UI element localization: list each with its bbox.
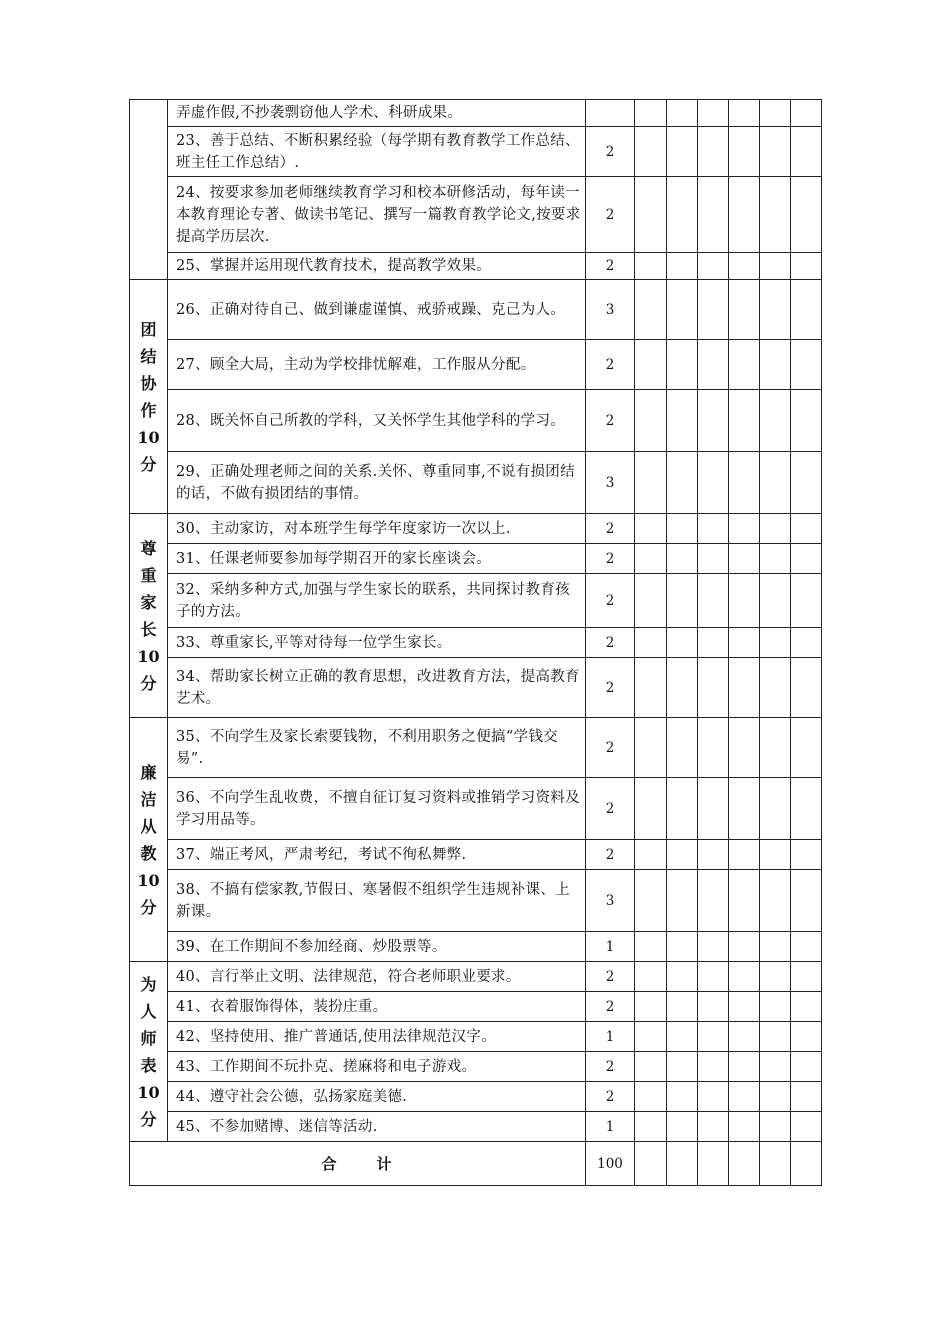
rating-cell[interactable] (791, 127, 822, 177)
rating-cell[interactable] (760, 1082, 791, 1112)
rating-cell[interactable] (729, 1112, 760, 1142)
rating-cell[interactable] (698, 1082, 729, 1112)
rating-cell[interactable] (729, 253, 760, 280)
rating-cell[interactable] (698, 514, 729, 544)
rating-cell[interactable] (635, 127, 667, 177)
category-char: 尊 (140, 538, 157, 558)
rating-cell[interactable] (729, 778, 760, 840)
table-row (130, 778, 822, 840)
table-row (130, 870, 822, 932)
category-char: 协 (140, 373, 157, 393)
rating-cell[interactable] (667, 992, 698, 1022)
criterion-score: 1 (586, 932, 635, 962)
category-char: 结 (140, 346, 157, 366)
rating-cell[interactable] (791, 1052, 822, 1082)
criterion-text: 26、正确对待自己、做到谦虚谨慎、戒骄戒躁、克己为人。 (168, 280, 586, 340)
rating-cell[interactable] (729, 962, 760, 992)
criterion-score: 3 (586, 452, 635, 514)
total-label-left: 合 (321, 1155, 339, 1173)
rating-cell[interactable] (791, 280, 822, 340)
rating-cell[interactable] (635, 514, 667, 544)
category-unit: 分 (140, 897, 157, 917)
criterion-text: 41、衣着服饰得体，装扮庄重。 (168, 992, 586, 1022)
rating-cell[interactable] (667, 1082, 698, 1112)
table-row (130, 390, 822, 452)
rating-cell[interactable] (791, 778, 822, 840)
rating-cell[interactable] (791, 514, 822, 544)
rating-cell[interactable] (698, 574, 729, 628)
criterion-score: 1 (586, 1022, 635, 1052)
criterion-score: 1 (586, 1112, 635, 1142)
criterion-score: 2 (586, 1052, 635, 1082)
table-row (130, 1022, 822, 1052)
criterion-text: 42、坚持使用、推广普通话,使用法律规范汉字。 (168, 1022, 586, 1052)
rating-cell[interactable] (667, 100, 698, 127)
total-row (130, 1142, 822, 1186)
rating-cell[interactable] (791, 100, 822, 127)
rating-cell[interactable] (729, 1142, 760, 1186)
table-row (130, 1052, 822, 1082)
category-char: 重 (140, 565, 157, 585)
criterion-text: 37、端正考风，严肃考纪，考试不徇私舞弊. (168, 840, 586, 870)
rating-cell[interactable] (667, 1112, 698, 1142)
category-char: 团 (140, 319, 157, 339)
rating-cell[interactable] (791, 992, 822, 1022)
table-body (130, 100, 822, 1186)
rating-cell[interactable] (698, 100, 729, 127)
rating-cell[interactable] (635, 1022, 667, 1052)
rating-cell[interactable] (729, 390, 760, 452)
rating-cell[interactable] (698, 1052, 729, 1082)
criterion-text: 44、遵守社会公德，弘扬家庭美德. (168, 1082, 586, 1112)
rating-cell[interactable] (760, 962, 791, 992)
criterion-score: 2 (586, 544, 635, 574)
rating-cell[interactable] (791, 340, 822, 390)
rating-cell[interactable] (760, 628, 791, 658)
criterion-score (586, 100, 635, 127)
category-points: 10 (137, 1082, 160, 1102)
criterion-text: 31、任课老师要参加每学期召开的家长座谈会。 (168, 544, 586, 574)
rating-cell[interactable] (760, 280, 791, 340)
rating-cell[interactable] (760, 932, 791, 962)
category-char: 表 (140, 1055, 157, 1075)
rating-cell[interactable] (698, 628, 729, 658)
rating-cell[interactable] (698, 1022, 729, 1052)
rating-cell[interactable] (667, 390, 698, 452)
rating-cell[interactable] (760, 100, 791, 127)
rating-cell[interactable] (635, 628, 667, 658)
table-row (130, 574, 822, 628)
rating-cell[interactable] (667, 1022, 698, 1052)
table-row (130, 127, 822, 177)
rating-cell[interactable] (698, 840, 729, 870)
table-row (130, 718, 822, 778)
rating-cell[interactable] (635, 340, 667, 390)
rating-cell[interactable] (698, 658, 729, 718)
table-row (130, 658, 822, 718)
rating-cell[interactable] (760, 658, 791, 718)
rating-cell[interactable] (760, 840, 791, 870)
criterion-score: 2 (586, 658, 635, 718)
rating-cell[interactable] (760, 1022, 791, 1052)
rating-cell[interactable] (729, 658, 760, 718)
rating-cell[interactable] (698, 127, 729, 177)
rating-cell[interactable] (698, 340, 729, 390)
rating-cell[interactable] (667, 127, 698, 177)
table-row (130, 840, 822, 870)
rating-cell[interactable] (760, 253, 791, 280)
rating-cell[interactable] (698, 544, 729, 574)
criterion-text: 弄虚作假,不抄袭剽窃他人学术、科研成果。 (168, 100, 586, 127)
category-char: 洁 (140, 789, 157, 809)
rating-cell[interactable] (760, 718, 791, 778)
rating-cell[interactable] (729, 280, 760, 340)
rating-cell[interactable] (791, 177, 822, 253)
criterion-text: 35、不向学生及家长索要钱物，不利用职务之便搞“学钱交易”. (168, 718, 586, 778)
criterion-score: 2 (586, 628, 635, 658)
table-row (130, 932, 822, 962)
rating-cell[interactable] (729, 1022, 760, 1052)
criterion-score: 2 (586, 390, 635, 452)
criterion-text: 43、工作期间不玩扑克、搓麻将和电子游戏。 (168, 1052, 586, 1082)
rating-cell[interactable] (667, 870, 698, 932)
rating-cell[interactable] (729, 1052, 760, 1082)
rating-cell[interactable] (667, 574, 698, 628)
rating-cell[interactable] (635, 253, 667, 280)
rating-cell[interactable] (635, 932, 667, 962)
rating-cell[interactable] (760, 177, 791, 253)
criterion-text: 38、不搞有偿家教,节假日、寒暑假不组织学生违规补课、上新课。 (168, 870, 586, 932)
rating-cell[interactable] (729, 992, 760, 1022)
category-unit: 分 (140, 454, 157, 474)
criterion-text: 23、善于总结、不断积累经验（每学期有教育教学工作总结、班主任工作总结）. (168, 127, 586, 177)
rating-cell[interactable] (791, 932, 822, 962)
criterion-text: 39、在工作期间不参加经商、炒股票等。 (168, 932, 586, 962)
rating-cell[interactable] (698, 992, 729, 1022)
rating-cell[interactable] (729, 628, 760, 658)
rating-cell[interactable] (698, 177, 729, 253)
evaluation-table (129, 99, 822, 1186)
rating-cell[interactable] (760, 1112, 791, 1142)
table-row (130, 962, 822, 992)
table-row (130, 544, 822, 574)
rating-cell[interactable] (791, 658, 822, 718)
table-row (130, 1112, 822, 1142)
rating-cell[interactable] (667, 177, 698, 253)
criterion-score: 2 (586, 962, 635, 992)
category-char: 师 (140, 1028, 157, 1048)
rating-cell[interactable] (729, 574, 760, 628)
criterion-score: 2 (586, 574, 635, 628)
rating-cell[interactable] (760, 452, 791, 514)
criterion-text: 40、言行举止文明、法律规范，符合老师职业要求。 (168, 962, 586, 992)
table-row (130, 452, 822, 514)
category-unit: 分 (140, 1109, 157, 1129)
rating-cell[interactable] (635, 778, 667, 840)
rating-cell[interactable] (698, 1112, 729, 1142)
rating-cell[interactable] (667, 840, 698, 870)
rating-cell[interactable] (698, 390, 729, 452)
rating-cell[interactable] (791, 574, 822, 628)
rating-cell[interactable] (667, 1052, 698, 1082)
criterion-score: 3 (586, 280, 635, 340)
rating-cell[interactable] (791, 1142, 822, 1186)
rating-cell[interactable] (667, 253, 698, 280)
rating-cell[interactable] (791, 870, 822, 932)
rating-cell[interactable] (698, 1142, 729, 1186)
rating-cell[interactable] (729, 177, 760, 253)
rating-cell[interactable] (635, 658, 667, 718)
rating-cell[interactable] (791, 718, 822, 778)
criterion-score: 2 (586, 340, 635, 390)
rating-cell[interactable] (635, 718, 667, 778)
rating-cell[interactable] (729, 452, 760, 514)
rating-cell[interactable] (667, 1142, 698, 1186)
rating-cell[interactable] (760, 1052, 791, 1082)
category-char: 为 (140, 974, 157, 994)
category-char: 人 (140, 1001, 157, 1021)
rating-cell[interactable] (635, 840, 667, 870)
criterion-score: 2 (586, 992, 635, 1022)
rating-cell[interactable] (635, 1052, 667, 1082)
rating-cell[interactable] (667, 778, 698, 840)
rating-cell[interactable] (698, 932, 729, 962)
rating-cell[interactable] (729, 514, 760, 544)
table-row (130, 992, 822, 1022)
rating-cell[interactable] (667, 932, 698, 962)
rating-cell[interactable] (729, 544, 760, 574)
category-char: 教 (140, 843, 157, 863)
rating-cell[interactable] (791, 253, 822, 280)
criterion-score: 2 (586, 253, 635, 280)
table-row (130, 1082, 822, 1112)
rating-cell[interactable] (729, 127, 760, 177)
table-row (130, 280, 822, 340)
total-score: 100 (586, 1142, 635, 1186)
rating-cell[interactable] (635, 1112, 667, 1142)
total-label-right: 计 (376, 1155, 394, 1173)
rating-cell[interactable] (791, 1082, 822, 1112)
rating-cell[interactable] (760, 992, 791, 1022)
rating-cell[interactable] (635, 280, 667, 340)
rating-cell[interactable] (635, 962, 667, 992)
criterion-text: 33、尊重家长,平等对待每一位学生家长。 (168, 628, 586, 658)
rating-cell[interactable] (635, 177, 667, 253)
criterion-text: 30、主动家访，对本班学生每学年度家访一次以上. (168, 514, 586, 544)
rating-cell[interactable] (698, 718, 729, 778)
table-row (130, 628, 822, 658)
criterion-text: 45、不参加赌博、迷信等活动. (168, 1112, 586, 1142)
criterion-text: 28、既关怀自己所教的学科，又关怀学生其他学科的学习。 (168, 390, 586, 452)
category-char: 长 (140, 619, 157, 639)
criterion-text: 24、按要求参加老师继续教育学习和校本研修活动，每年读一本教育理论专著、做读书笔记、撰写一篇教育教学论文,按要求提高学历层次. (168, 177, 586, 253)
rating-cell[interactable] (698, 962, 729, 992)
criterion-text: 29、正确处理老师之间的关系.关怀、尊重同事,不说有损团结的话，不做有损团结的事情。 (168, 452, 586, 514)
rating-cell[interactable] (667, 962, 698, 992)
criterion-score: 2 (586, 778, 635, 840)
category-cell (130, 100, 168, 280)
criterion-score: 3 (586, 870, 635, 932)
rating-cell[interactable] (698, 452, 729, 514)
rating-cell[interactable] (729, 718, 760, 778)
rating-cell[interactable] (667, 514, 698, 544)
rating-cell[interactable] (698, 778, 729, 840)
rating-cell[interactable] (635, 452, 667, 514)
category-cell (130, 718, 168, 962)
rating-cell[interactable] (791, 628, 822, 658)
criterion-score: 2 (586, 127, 635, 177)
category-points: 10 (137, 870, 160, 890)
rating-cell[interactable] (729, 1082, 760, 1112)
rating-cell[interactable] (760, 127, 791, 177)
category-char: 从 (140, 816, 157, 836)
rating-cell[interactable] (667, 658, 698, 718)
category-unit: 分 (140, 673, 157, 693)
category-char: 廉 (140, 762, 157, 782)
rating-cell[interactable] (667, 340, 698, 390)
criterion-text: 27、顾全大局，主动为学校排忧解难，工作服从分配。 (168, 340, 586, 390)
criterion-text: 34、帮助家长树立正确的教育思想，改进教育方法，提高教育艺术。 (168, 658, 586, 718)
category-cell (130, 514, 168, 718)
rating-cell[interactable] (760, 870, 791, 932)
category-points: 10 (137, 646, 160, 666)
criterion-score: 2 (586, 177, 635, 253)
rating-cell[interactable] (635, 100, 667, 127)
rating-cell[interactable] (667, 628, 698, 658)
category-char: 作 (140, 400, 157, 420)
total-label (130, 1142, 586, 1186)
rating-cell[interactable] (791, 1022, 822, 1052)
rating-cell[interactable] (791, 544, 822, 574)
rating-cell[interactable] (791, 1112, 822, 1142)
category-points: 10 (137, 427, 160, 447)
rating-cell[interactable] (791, 962, 822, 992)
table-row (130, 253, 822, 280)
criterion-score: 2 (586, 840, 635, 870)
rating-cell[interactable] (635, 870, 667, 932)
criterion-score: 2 (586, 1082, 635, 1112)
rating-cell[interactable] (635, 1082, 667, 1112)
rating-cell[interactable] (698, 253, 729, 280)
criterion-text: 32、采纳多种方式,加强与学生家长的联系，共同探讨教育孩子的方法。 (168, 574, 586, 628)
rating-cell[interactable] (729, 932, 760, 962)
rating-cell[interactable] (760, 574, 791, 628)
rating-cell[interactable] (698, 870, 729, 932)
rating-cell[interactable] (760, 1142, 791, 1186)
table-row (130, 100, 822, 127)
rating-cell[interactable] (667, 280, 698, 340)
criterion-text: 25、掌握并运用现代教育技术，提高教学效果。 (168, 253, 586, 280)
rating-cell[interactable] (729, 870, 760, 932)
rating-cell[interactable] (791, 452, 822, 514)
criterion-text: 36、不向学生乱收费，不擅自征订复习资料或推销学习资料及学习用品等。 (168, 778, 586, 840)
category-cell (130, 280, 168, 514)
rating-cell[interactable] (667, 452, 698, 514)
rating-cell[interactable] (635, 544, 667, 574)
criterion-score: 2 (586, 718, 635, 778)
table-row (130, 340, 822, 390)
table-row (130, 514, 822, 544)
rating-cell[interactable] (760, 390, 791, 452)
rating-cell[interactable] (729, 340, 760, 390)
category-cell (130, 962, 168, 1142)
rating-cell[interactable] (760, 340, 791, 390)
rating-cell[interactable] (635, 574, 667, 628)
rating-cell[interactable] (667, 544, 698, 574)
category-char: 家 (140, 592, 157, 612)
rating-cell[interactable] (729, 840, 760, 870)
table-row (130, 177, 822, 253)
rating-cell[interactable] (635, 1142, 667, 1186)
rating-cell[interactable] (760, 778, 791, 840)
rating-cell[interactable] (635, 390, 667, 452)
rating-cell[interactable] (791, 390, 822, 452)
rating-cell[interactable] (760, 514, 791, 544)
rating-cell[interactable] (791, 840, 822, 870)
criterion-score: 2 (586, 514, 635, 544)
rating-cell[interactable] (635, 992, 667, 1022)
rating-cell[interactable] (729, 100, 760, 127)
rating-cell[interactable] (760, 544, 791, 574)
rating-cell[interactable] (667, 718, 698, 778)
rating-cell[interactable] (698, 280, 729, 340)
